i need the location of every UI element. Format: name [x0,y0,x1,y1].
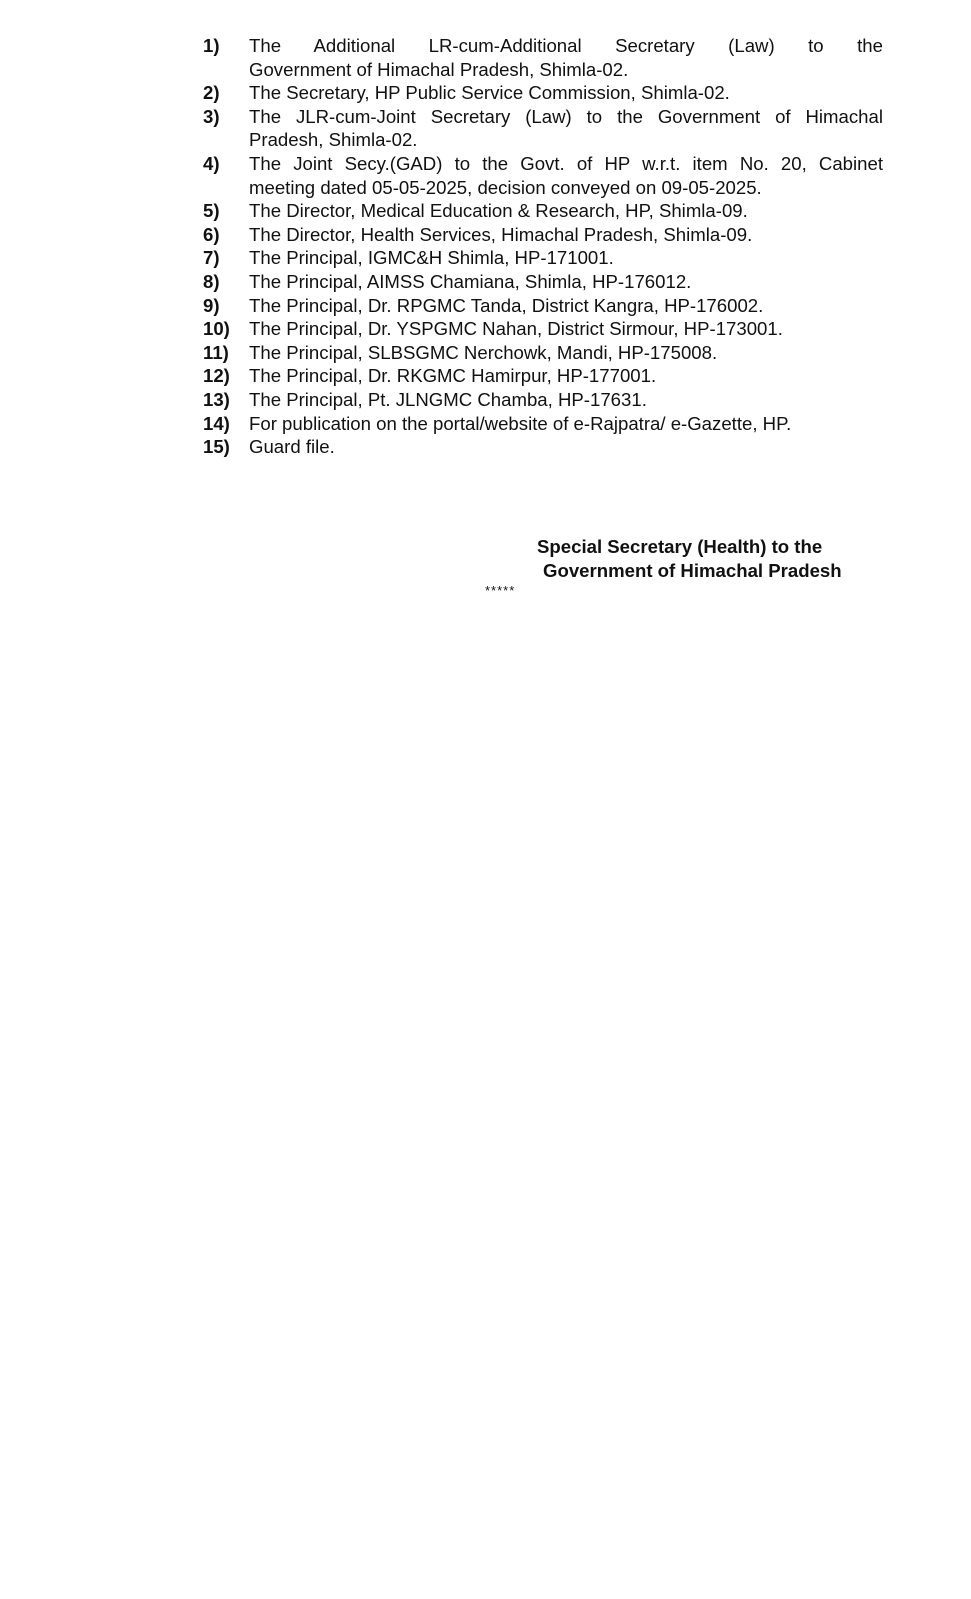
item-text: The Principal, Dr. RPGMC Tanda, District Kangra, HP-176002. [249,294,764,316]
item-number: 2) [203,82,220,104]
item-text-line: The Additional LR-cum-Additional Secretary (Law) to the [249,35,883,56]
item-text: The Director, Health Services, Himachal Pradesh, Shimla-09. [249,223,753,245]
list-item [203,105,883,152]
item-text [249,34,883,81]
list-item [203,388,883,412]
item-number: 5) [203,200,220,222]
item-number: 7) [203,247,220,269]
item-text: The Principal, SLBSGMC Nerchowk, Mandi, HP-175008. [249,341,718,363]
copy-forwarded-list [203,34,883,459]
item-number: 13) [203,388,230,410]
list-item [203,317,883,341]
item-number: 10) [203,318,230,340]
item-text-line: The Joint Secy.(GAD) to the Govt. of HP w.r.t. item No. 20, Cabinet [249,152,883,174]
item-number: 4) [203,152,220,174]
list-item [203,364,883,388]
item-text: The Principal, Dr. YSPGMC Nahan, District Sirmour, HP-173001. [249,318,783,340]
signatory-designation: Special Secretary (Health) to the [537,536,823,557]
list-item [203,341,883,365]
list-item [203,435,883,459]
item-text: The Principal, Pt. JLNGMC Chamba, HP-17631. [249,388,647,410]
list-item [203,81,883,105]
item-text-line: meeting dated 05-05-2025, decision conveyed on 09-05-2025. [249,176,762,198]
item-number: 3) [203,105,220,127]
item-text: For publication on the portal/website of e-Rajpatra/ e-Gazette, HP. [249,412,792,434]
item-text: The Principal, AIMSS Chamiana, Shimla, HP-176012. [249,270,692,292]
item-number: 1) [203,35,220,56]
item-number: 14) [203,412,230,434]
list-item [203,199,883,223]
signature-block [537,535,842,582]
item-text: The Principal, Dr. RKGMC Hamirpur, HP-177001. [249,365,657,387]
item-number: 8) [203,270,220,292]
item-number: 15) [203,436,230,458]
item-number: 6) [203,223,220,245]
list-item [203,223,883,247]
item-text: Guard file. [249,436,335,458]
list-item [203,34,883,81]
item-number: 11) [203,341,229,363]
list-item [203,412,883,436]
item-text: The Director, Medical Education & Research, HP, Shimla-09. [249,200,748,222]
item-text: The Principal, IGMC&H Shimla, HP-171001. [249,247,614,269]
list-item [203,270,883,294]
list-item [203,294,883,318]
item-number: 9) [203,294,220,316]
item-text [249,152,883,199]
list-item [203,152,883,199]
end-of-document-mark: ***** [485,583,516,598]
list-item [203,246,883,270]
item-text-line: Government of Himachal Pradesh, Shimla-02. [249,58,629,80]
item-number: 12) [203,365,230,387]
signatory-government: Government of Himachal Pradesh [543,559,842,581]
item-text [249,105,883,152]
item-text: The Secretary, HP Public Service Commission, Shimla-02. [249,82,730,104]
item-text-line: The JLR-cum-Joint Secretary (Law) to the Government of Himachal [249,105,883,127]
item-text-line: Pradesh, Shimla-02. [249,129,418,151]
